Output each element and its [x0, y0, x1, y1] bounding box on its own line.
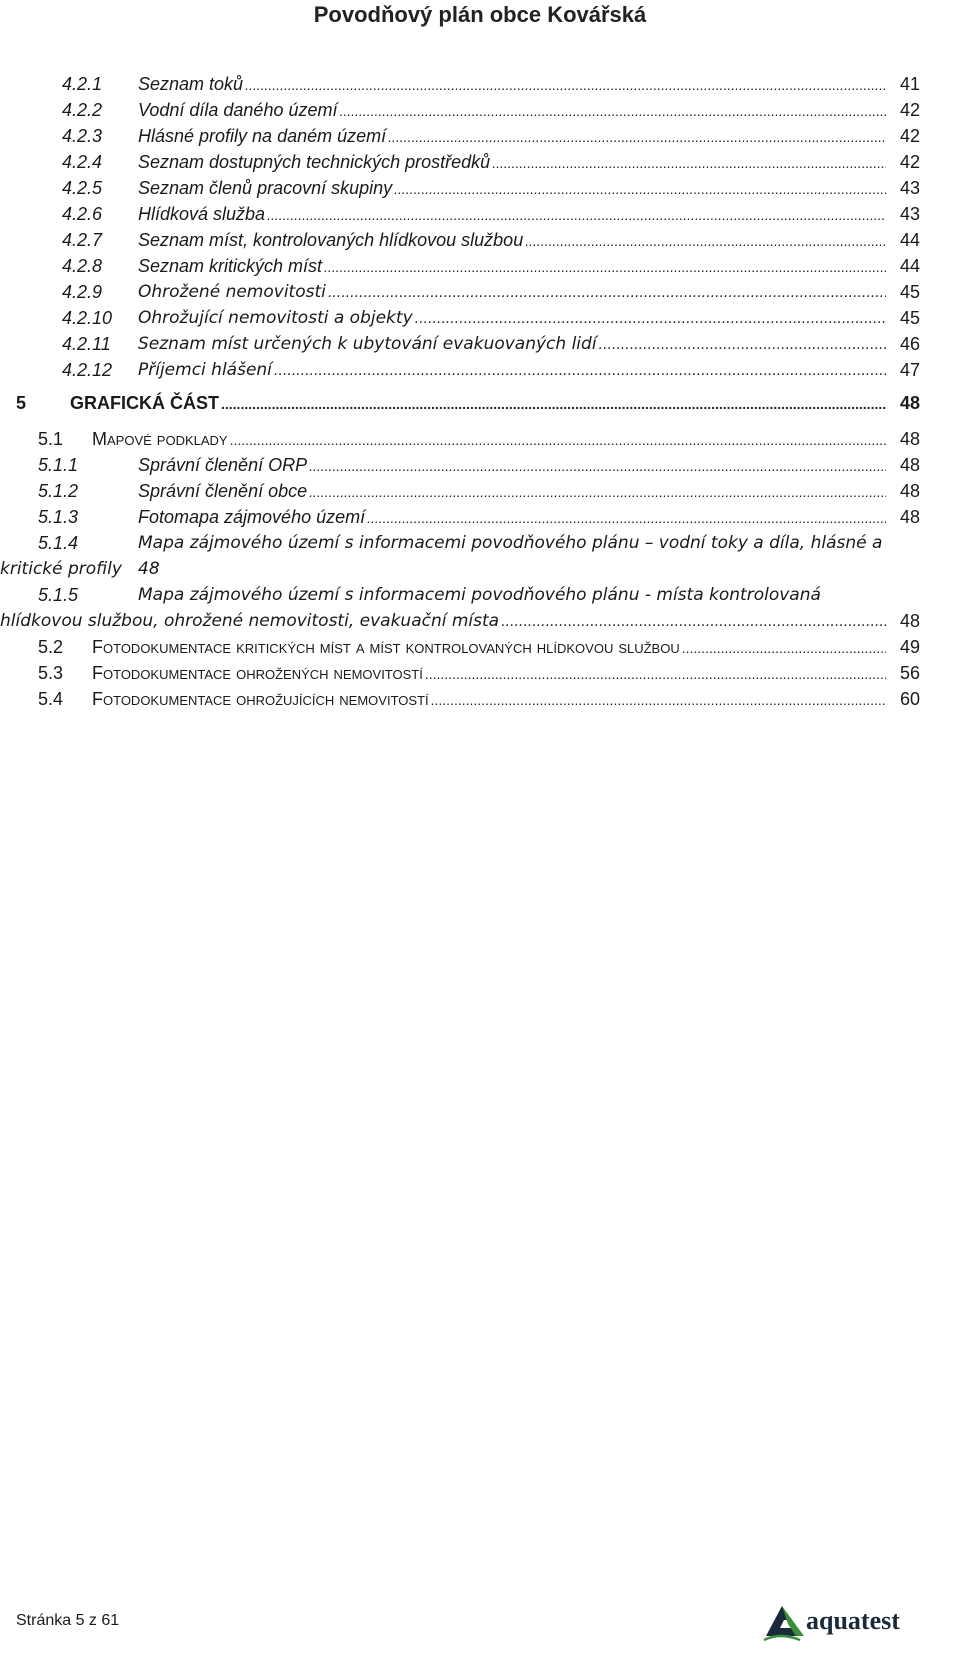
toc-entry-title: Seznam toků	[138, 74, 244, 94]
toc-entry[interactable]	[0, 504, 960, 530]
toc-chapter-page: 48	[899, 393, 920, 413]
toc-entry[interactable]	[0, 71, 960, 97]
toc-entry-page: 48	[899, 455, 920, 475]
toc-section-5-3[interactable]	[0, 660, 960, 686]
toc-entry-page: 41	[899, 74, 920, 94]
toc-entry-number: 5.1.4	[38, 533, 79, 553]
toc-entry-number: 4.2.6	[62, 204, 103, 224]
toc-section-page: 60	[899, 689, 920, 709]
toc-entry[interactable]	[0, 452, 960, 478]
toc-entry-page: 48	[138, 559, 160, 579]
toc-entry-number: 4.2.3	[62, 126, 103, 146]
toc-leader	[367, 505, 886, 531]
toc-chapter-number: 5	[16, 393, 27, 413]
toc-entry-title: Příjemci hlášení	[138, 360, 272, 380]
toc-entry-page: 48	[899, 481, 920, 501]
toc-entry-number: 4.2.12	[62, 360, 113, 380]
toc-section-title: Mapové podklady	[92, 429, 228, 449]
toc-leader	[245, 72, 886, 98]
toc-section-title: Fotodokumentace ohrožených nemovitostí	[92, 663, 423, 683]
toc-leader	[221, 391, 886, 417]
toc-section-page: 49	[899, 637, 920, 657]
toc-section-title: Fotodokumentace ohrožujících nemovitostí	[92, 689, 429, 709]
toc-section-5-2[interactable]	[0, 634, 960, 660]
toc-entry[interactable]	[0, 149, 960, 175]
toc-section-page: 48	[899, 429, 920, 449]
toc-entry-title-line1: Mapa zájmového území s informacemi povodňového plánu - místa kontrolovaná	[138, 585, 821, 605]
toc-leader	[328, 280, 886, 306]
page-header-title: Povodňový plán obce Kovářská	[313, 2, 647, 27]
toc-entry-title: Ohrožující nemovitosti a objekty	[138, 308, 413, 328]
toc-entry[interactable]	[0, 357, 960, 383]
toc-leader	[501, 609, 886, 635]
toc-entry-page: 45	[899, 308, 920, 328]
toc-leader	[324, 254, 886, 280]
toc-leader	[492, 150, 886, 176]
toc-entry-page: 42	[899, 100, 920, 120]
toc-entry-title: Hlásné profily na daném území	[138, 126, 387, 146]
toc-leader	[394, 176, 886, 202]
toc-entry-number: 5.1.3	[38, 507, 79, 527]
toc-entry[interactable]	[0, 305, 960, 331]
page-number-footer: Stránka 5 z 61	[16, 1612, 120, 1629]
toc-section-5-1[interactable]	[0, 426, 960, 452]
toc-entry-title: Seznam dostupných technických prostředků	[138, 152, 491, 172]
toc-entry[interactable]	[0, 279, 960, 305]
toc-entry-number: 5.1.2	[38, 481, 79, 501]
toc-entry-page: 43	[899, 178, 920, 198]
toc-entry-title: Seznam míst určených k ubytování evakuovaných lidí	[138, 334, 597, 354]
toc-leader	[599, 332, 886, 358]
toc-entry-page: 43	[899, 204, 920, 224]
toc-entry-number: 4.2.7	[62, 230, 103, 250]
toc-entry-page: 46	[899, 334, 920, 354]
toc-entry-number: 5.1.1	[38, 455, 79, 475]
toc-entry[interactable]	[0, 478, 960, 504]
toc-entry-title-line1: Mapa zájmového území s informacemi povodňového plánu – vodní toky a díla, hlásné a	[138, 533, 883, 553]
toc-entry-title: Seznam členů pracovní skupiny	[138, 178, 393, 198]
toc-leader	[274, 358, 886, 384]
toc-entry-title: Seznam míst, kontrolovaných hlídkovou službou	[138, 230, 524, 250]
toc-leader	[431, 687, 886, 713]
toc-chapter-5[interactable]	[0, 390, 960, 416]
toc-entry-page: 42	[899, 152, 920, 172]
aquatest-logo-text: aquatest	[806, 1606, 900, 1635]
toc-entry-number: 4.2.1	[62, 74, 103, 94]
toc-entry-title: Ohrožené nemovitosti	[138, 282, 326, 302]
toc-entry-number: 4.2.8	[62, 256, 103, 276]
toc-entry-number: 4.2.11	[62, 334, 111, 354]
toc-entry-title: Hlídková služba	[138, 204, 266, 224]
toc-entry-page: 42	[899, 126, 920, 146]
toc-entry-number: 4.2.4	[62, 152, 103, 172]
toc-leader	[309, 479, 886, 505]
toc-entry-page: 48	[899, 611, 920, 631]
toc-section-number: 5.4	[38, 689, 64, 709]
toc-leader	[682, 635, 886, 661]
toc-entry-number: 4.2.9	[62, 282, 103, 302]
toc-entry-page: 44	[899, 256, 920, 276]
toc-leader	[230, 427, 886, 453]
toc-entry[interactable]	[0, 253, 960, 279]
toc-leader	[388, 124, 886, 150]
toc-entry-page: 44	[899, 230, 920, 250]
toc-section-number: 5.3	[38, 663, 64, 683]
toc-entry-page: 45	[899, 282, 920, 302]
toc-entry-title: Správní členění ORP	[138, 455, 308, 475]
toc-leader	[339, 98, 886, 124]
toc-entry-title: Správní členění obce	[138, 481, 308, 501]
toc-entry-number: 4.2.5	[62, 178, 103, 198]
toc-entry[interactable]	[0, 175, 960, 201]
toc-section-5-4[interactable]	[0, 686, 960, 712]
toc-entry-page: 47	[899, 360, 920, 380]
toc-section-page: 56	[899, 663, 920, 683]
toc-entry-title: Fotomapa zájmového území	[138, 507, 366, 527]
toc-entry-title-line2: kritické profily	[0, 559, 122, 579]
toc-leader	[415, 306, 886, 332]
toc-entry-title: Vodní díla daného území	[138, 100, 338, 120]
toc-section-number: 5.1	[38, 429, 64, 449]
toc-entry-number: 5.1.5	[38, 585, 79, 605]
toc-leader	[425, 661, 886, 687]
toc-entry[interactable]	[0, 201, 960, 227]
toc-chapter-title: GRAFICKÁ ČÁST	[70, 393, 219, 413]
toc-leader	[525, 228, 886, 254]
toc-entry-number: 4.2.10	[62, 308, 113, 328]
toc-entry[interactable]	[0, 123, 960, 149]
toc-entry[interactable]	[0, 97, 960, 123]
toc-leader	[309, 453, 886, 479]
toc-entry[interactable]	[0, 227, 960, 253]
toc-entry-page: 48	[899, 507, 920, 527]
toc-section-number: 5.2	[38, 637, 64, 657]
toc-entry-title: Seznam kritických míst	[138, 256, 323, 276]
toc-entry-title-line2: hlídkovou službou, ohrožené nemovitosti, evakuační místa	[0, 611, 500, 631]
toc-leader	[267, 202, 886, 228]
toc-entry[interactable]	[0, 331, 960, 357]
toc-section-title: Fotodokumentace kritických míst a míst kontrolovaných hlídkovou službou	[92, 637, 680, 657]
toc-entry-number: 4.2.2	[62, 100, 103, 120]
